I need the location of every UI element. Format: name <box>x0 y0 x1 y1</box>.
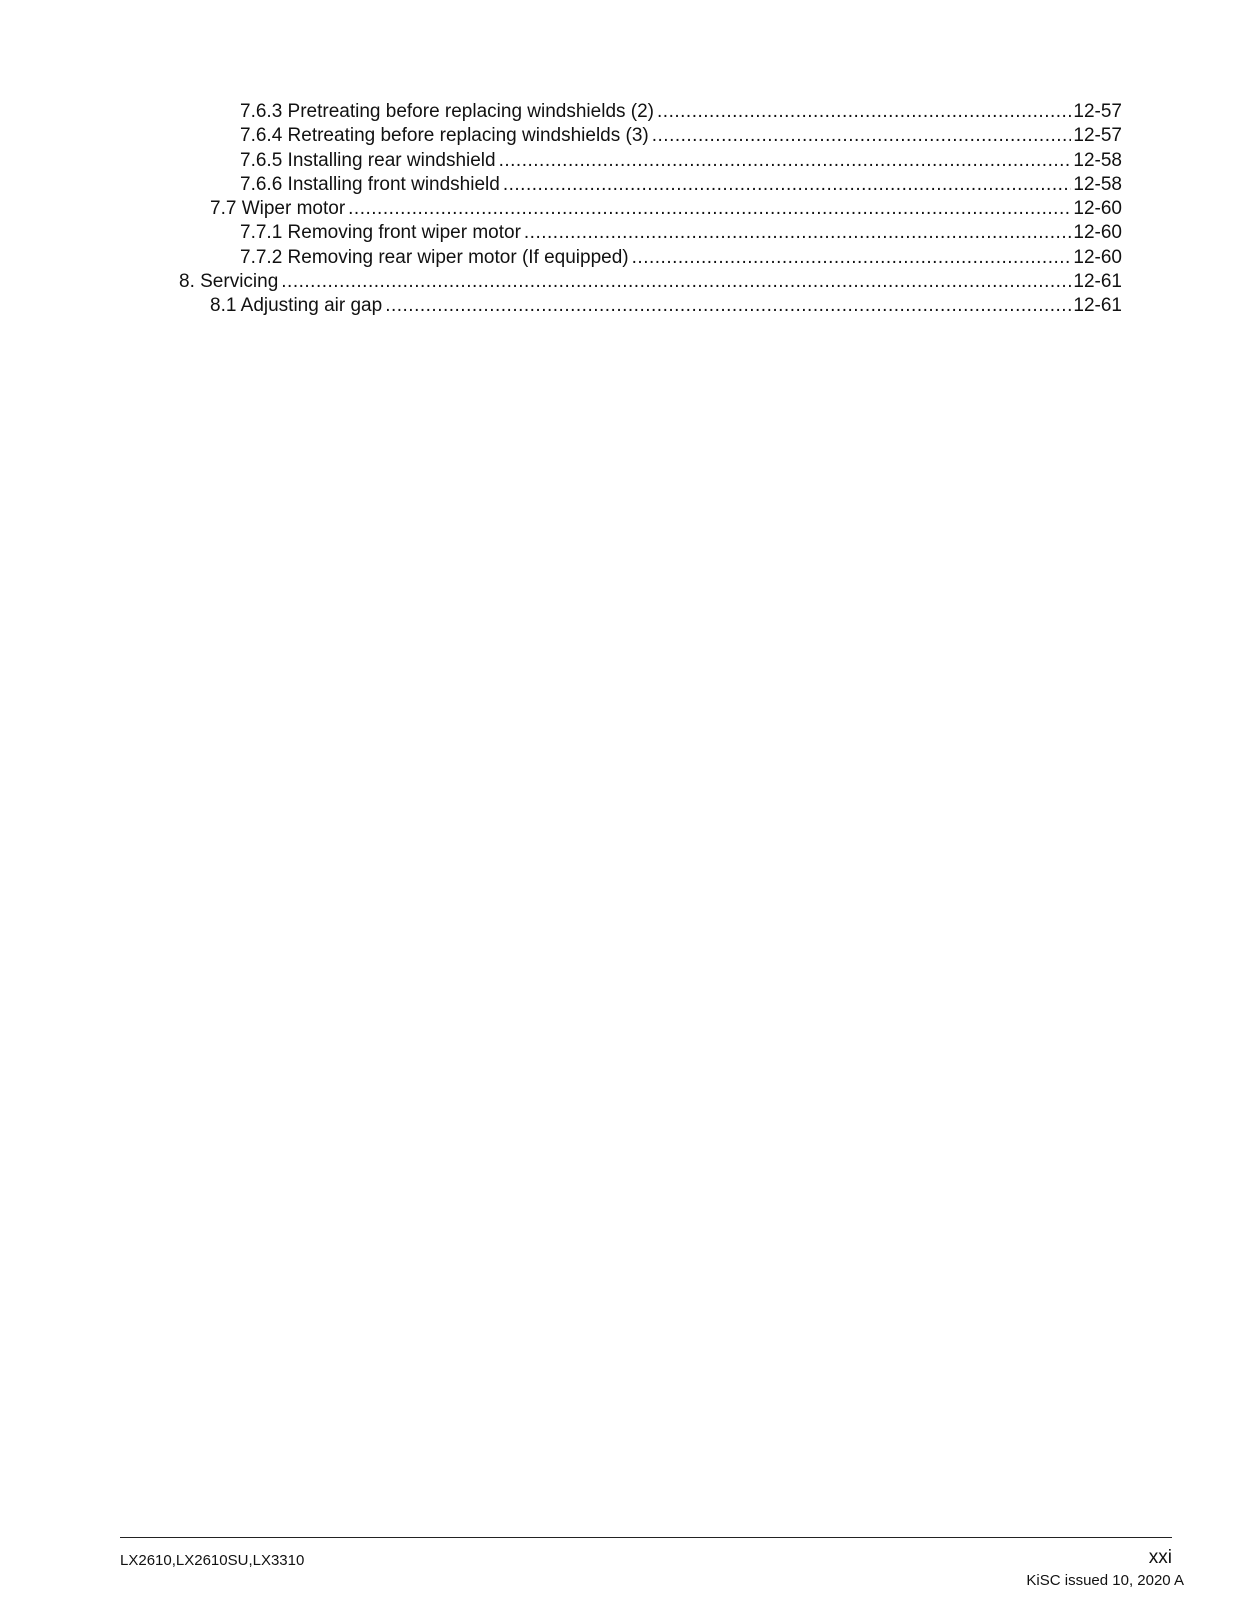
toc-dot-leader <box>524 221 1071 245</box>
toc-entry[interactable] <box>0 221 1236 245</box>
toc-entry[interactable] <box>0 124 1236 148</box>
toc-entry[interactable] <box>0 246 1236 270</box>
toc-entry-title: 7.6.4 Retreating before replacing windshields (3) <box>240 125 649 147</box>
table-of-contents <box>0 100 1236 319</box>
toc-entry-page: 12-57 <box>1073 101 1122 122</box>
toc-entry[interactable] <box>0 149 1236 173</box>
toc-dot-leader <box>632 246 1072 270</box>
toc-entry-title: 8.1 Adjusting air gap <box>210 295 383 317</box>
toc-dot-leader <box>499 149 1072 173</box>
toc-entry-page: 12-60 <box>1073 222 1122 244</box>
toc-entry-page: 12-60 <box>1073 198 1122 220</box>
toc-entry[interactable] <box>0 197 1236 221</box>
toc-entry-title: 7.6.5 Installing rear windshield <box>240 149 496 171</box>
toc-entry[interactable] <box>0 270 1236 294</box>
footer-page-number: xxi <box>1148 1547 1172 1568</box>
toc-entry-title: 7.6.3 Pretreating before replacing windshields (2) <box>240 101 655 122</box>
toc-entry[interactable] <box>0 294 1236 318</box>
toc-dot-leader <box>348 197 1071 221</box>
toc-entry-page: 12-61 <box>1073 271 1122 293</box>
toc-dot-leader <box>657 100 1071 124</box>
toc-entry-title: 7.7 Wiper motor <box>210 198 346 220</box>
toc-dot-leader <box>385 294 1071 318</box>
toc-entry-page: 12-60 <box>1073 246 1122 268</box>
toc-entry-title: 7.7.1 Removing front wiper motor <box>240 222 521 244</box>
toc-entry-page: 12-58 <box>1073 173 1122 195</box>
toc-entry-page: 12-58 <box>1073 149 1122 171</box>
footer-model-list: LX2610,LX2610SU,LX3310 <box>120 1552 305 1569</box>
toc-entry-page: 12-57 <box>1073 125 1122 147</box>
toc-entry[interactable] <box>0 173 1236 197</box>
toc-dot-leader <box>503 173 1072 197</box>
toc-entry[interactable] <box>0 100 1236 124</box>
footer-issue-info: KiSC issued 10, 2020 A <box>1026 1572 1184 1589</box>
toc-entry-page: 12-61 <box>1073 295 1122 317</box>
toc-entry-title: 8. Servicing <box>179 271 279 293</box>
toc-entry-title: 7.7.2 Removing rear wiper motor (If equipped) <box>240 246 629 268</box>
toc-entry-title: 7.6.6 Installing front windshield <box>240 173 500 195</box>
toc-dot-leader <box>652 124 1072 148</box>
toc-dot-leader <box>281 270 1071 294</box>
footer-divider <box>120 1537 1172 1538</box>
